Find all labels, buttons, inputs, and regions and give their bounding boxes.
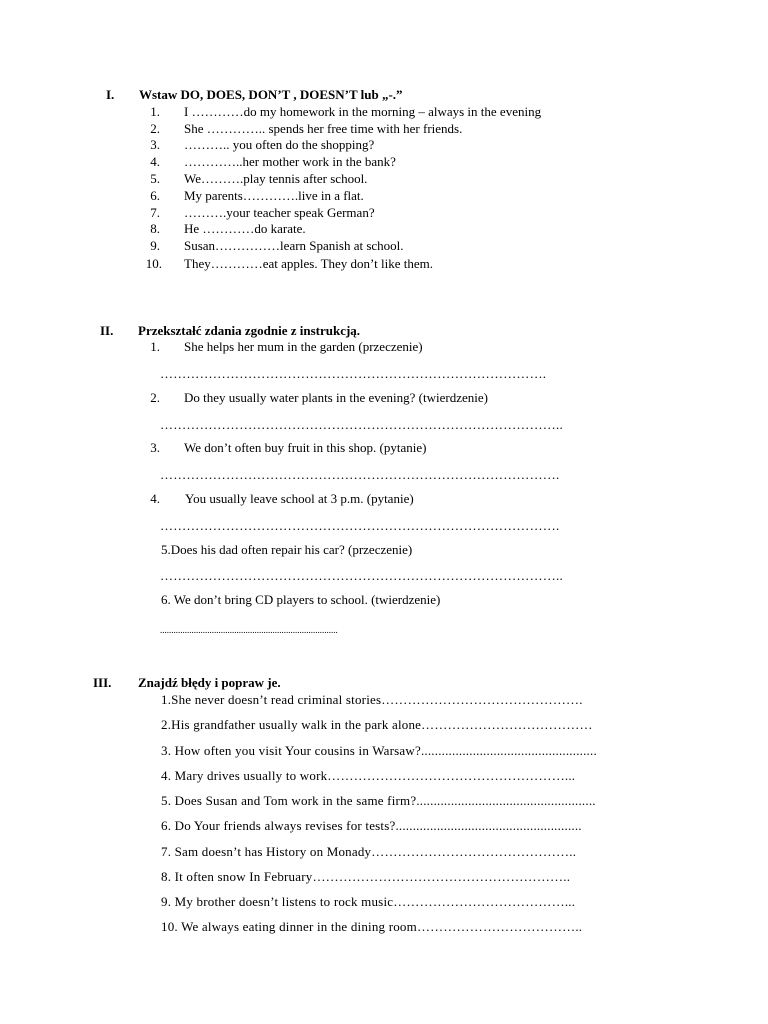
- item-text: ……….your teacher speak German?: [184, 205, 375, 220]
- item-text: They…………eat apples. They don’t like them.: [184, 256, 433, 271]
- section-2-heading: [100, 323, 620, 339]
- item-number: 4.: [150, 154, 160, 169]
- item-text: My parents………….live in a flat.: [184, 188, 364, 203]
- item-text: Susan……………learn Spanish at school.: [184, 238, 404, 253]
- item-text: I …………do my homework in the morning – always in the evening: [184, 104, 542, 119]
- list-item: [140, 339, 640, 355]
- list-item: 6. Do Your friends always revises for tests?......................................................: [161, 818, 582, 833]
- section-1-number: I.: [106, 87, 115, 102]
- list-item: [140, 238, 640, 254]
- item-number: 1.: [150, 339, 160, 354]
- item-number: 10.: [145, 256, 162, 271]
- list-item: [140, 171, 640, 187]
- item-number: 7.: [150, 205, 160, 220]
- list-item: [140, 256, 640, 272]
- list-item: 2.His grandfather usually walk in the park alone…………………………………: [161, 717, 593, 732]
- item-text: ……….. you often do the shopping?: [184, 137, 375, 152]
- item-text: 5.Does his dad often repair his car? (przeczenie): [161, 542, 413, 557]
- section-3-heading: [93, 675, 613, 691]
- list-item: [140, 491, 640, 507]
- list-item: [140, 440, 640, 456]
- item-number: 8.: [150, 221, 160, 236]
- item-number: 2.: [150, 121, 160, 136]
- answer-line: ……………………………………………………………………………….: [160, 467, 560, 482]
- answer-line: ………………………………………………………………………………..: [160, 568, 563, 583]
- section-2-title: Przekształć zdania zgodnie z instrukcją.: [138, 323, 361, 338]
- item-number: 3.: [150, 137, 160, 152]
- list-item: 8. It often snow In February…………………………………………………..: [161, 869, 571, 884]
- answer-line: ...............................................................................: [160, 625, 338, 635]
- list-item: [140, 121, 640, 137]
- list-item: 10. We always eating dinner in the dining room………………………………..: [161, 919, 583, 934]
- list-item: 1.She never doesn’t read criminal stories……………………………………….: [161, 692, 583, 707]
- item-text: She ………….. spends her free time with her friends.: [184, 121, 463, 136]
- item-text: …………..her mother work in the bank?: [184, 154, 396, 169]
- item-text: She helps her mum in the garden (przeczenie): [184, 339, 423, 354]
- list-item: 5. Does Susan and Tom work in the same firm?....................................................: [161, 793, 596, 808]
- list-item: [140, 188, 640, 204]
- list-item: 7. Sam doesn’t has History on Monady………………………………………..: [161, 844, 577, 859]
- item-text: We don’t often buy fruit in this shop. (pytanie): [184, 440, 427, 455]
- section-3-number: III.: [93, 675, 112, 690]
- list-item: [161, 542, 641, 558]
- section-1-heading: [106, 87, 626, 103]
- item-number: 5.: [150, 171, 160, 186]
- item-text: Do they usually water plants in the evening? (twierdzenie): [184, 390, 488, 405]
- item-text: You usually leave school at 3 p.m. (pytanie): [185, 491, 414, 506]
- item-text: We……….play tennis after school.: [184, 171, 368, 186]
- answer-line: ……………………………………………………………………………….: [160, 518, 560, 533]
- item-number: 1.: [150, 104, 160, 119]
- list-item: [140, 205, 640, 221]
- list-item: [140, 221, 640, 237]
- item-text: He …………do karate.: [184, 221, 306, 236]
- section-1-title: Wstaw DO, DOES, DON’T , DOESN’T lub „-.”: [139, 87, 403, 102]
- item-number: 9.: [150, 238, 160, 253]
- section-3-title: Znajdź błędy i popraw je.: [138, 675, 281, 690]
- item-number: 3.: [150, 440, 160, 455]
- list-item: [140, 154, 640, 170]
- item-text: 6. We don’t bring CD players to school. (twierdzenie): [161, 592, 441, 607]
- item-number: 4.: [150, 491, 160, 506]
- list-item: [140, 137, 640, 153]
- item-number: 2.: [150, 390, 160, 405]
- list-item: 3. How often you visit Your cousins in Warsaw?...................................................: [161, 743, 597, 758]
- list-item: [140, 390, 640, 406]
- list-item: [161, 592, 641, 608]
- list-item: [140, 104, 640, 120]
- answer-line: …………………………………………………………………………….: [160, 366, 547, 381]
- item-number: 6.: [150, 188, 160, 203]
- answer-line: ………………………………………………………………………………..: [160, 417, 563, 432]
- list-item: 4. Mary drives usually to work………………………………………………...: [161, 768, 576, 783]
- section-2-number: II.: [100, 323, 114, 338]
- list-item: 9. My brother doesn’t listens to rock music…………………………………...: [161, 894, 576, 909]
